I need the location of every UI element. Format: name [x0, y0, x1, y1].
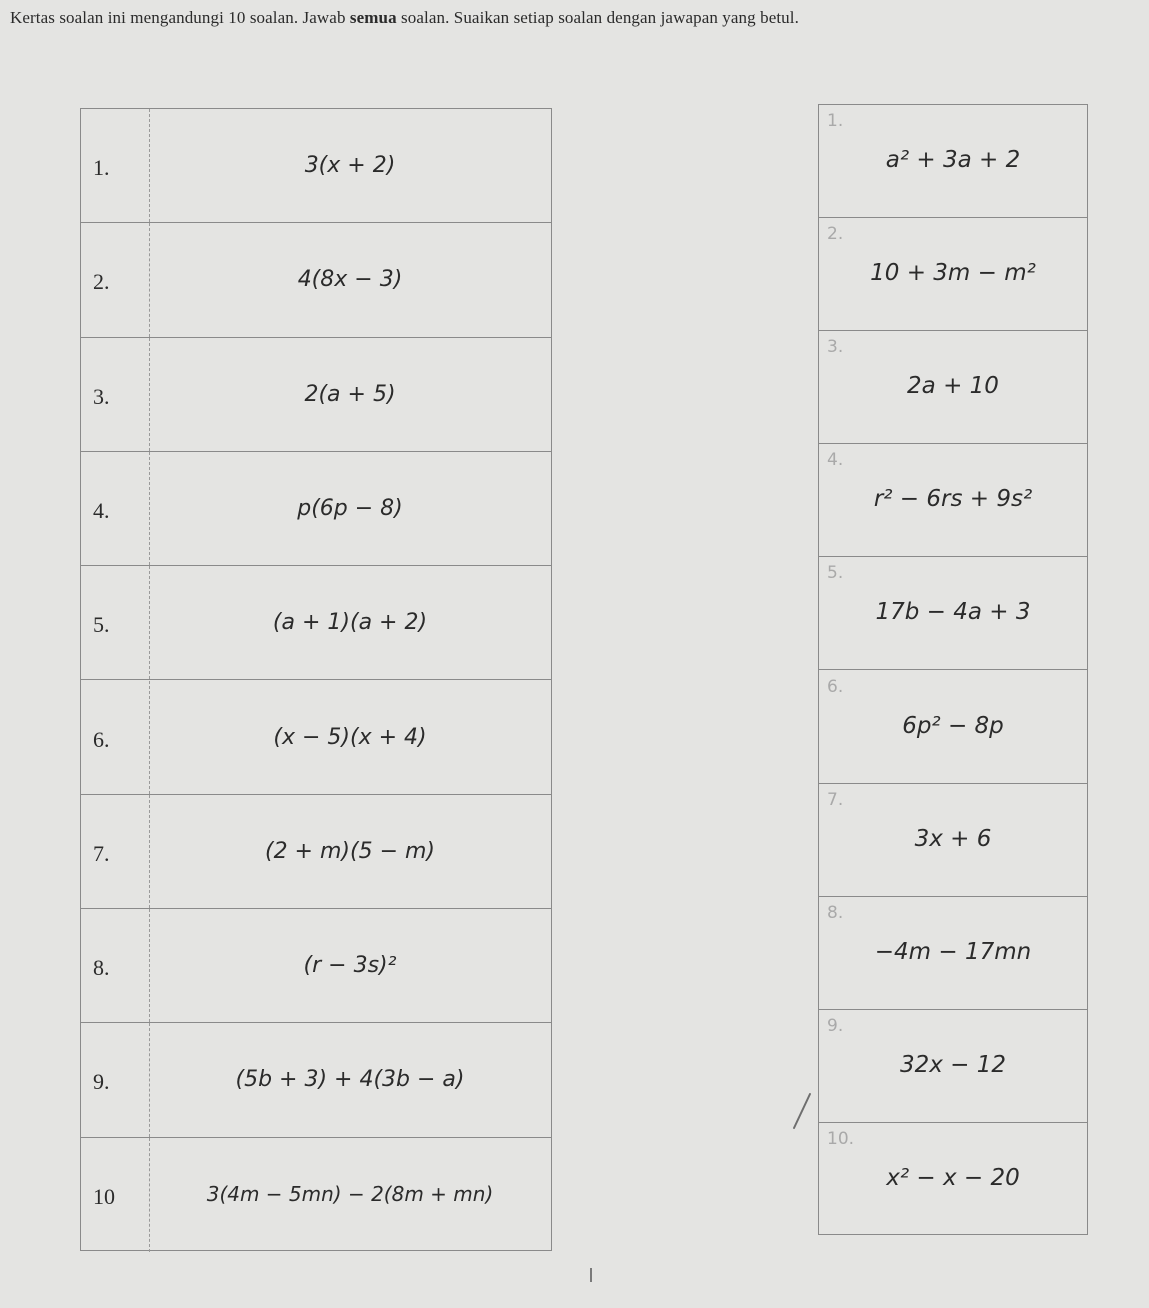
- question-expression: 3(x + 2): [304, 153, 396, 178]
- question-expression: (a + 1)(a + 2): [272, 610, 428, 636]
- question-row[interactable]: [81, 109, 551, 223]
- instruction-emphasis: semua: [349, 8, 397, 27]
- question-number: 2.: [93, 269, 110, 295]
- answer-row[interactable]: [819, 897, 1087, 1010]
- question-expression: p(6p − 8): [297, 495, 403, 521]
- answer-row[interactable]: [819, 331, 1087, 444]
- answer-number: 6.: [827, 676, 844, 697]
- question-expression: (r − 3s)²: [303, 953, 397, 979]
- answer-expression: x² − x − 20: [886, 1164, 1020, 1191]
- answer-expression: 3x + 6: [914, 825, 992, 852]
- questions-table: [80, 108, 552, 1251]
- answer-row[interactable]: [819, 105, 1087, 218]
- question-expression: 3(4m − 5mn) − 2(8m + mn): [206, 1181, 494, 1206]
- answer-expression: 32x − 12: [899, 1051, 1007, 1078]
- answer-expression: 6p² − 8p: [902, 712, 1004, 739]
- question-number: 4.: [93, 497, 110, 523]
- answer-row[interactable]: [819, 1123, 1087, 1236]
- question-row[interactable]: [81, 452, 551, 566]
- pencil-stroke-icon: [790, 1092, 814, 1130]
- question-expression: 4(8x − 3): [297, 267, 403, 293]
- question-number: 1.: [93, 155, 110, 180]
- question-number: 3.: [93, 383, 110, 409]
- answer-number: 9.: [827, 1015, 844, 1036]
- answer-number: 3.: [827, 337, 844, 358]
- question-row[interactable]: [81, 795, 551, 909]
- question-expression: (5b + 3) + 4(3b − a): [235, 1067, 465, 1093]
- question-row[interactable]: [81, 909, 551, 1023]
- question-row[interactable]: [81, 1023, 551, 1137]
- answer-row[interactable]: [819, 671, 1087, 784]
- answer-expression: 2a + 10: [907, 373, 999, 400]
- question-expression: (x − 5)(x + 4): [273, 724, 427, 750]
- answer-expression: r² − 6rs + 9s²: [873, 486, 1033, 513]
- answer-row[interactable]: [819, 784, 1087, 897]
- answer-number: 4.: [827, 450, 844, 471]
- answer-number: 1.: [827, 111, 844, 131]
- question-row[interactable]: [81, 223, 551, 337]
- question-number: 5.: [93, 612, 110, 638]
- question-expression: (2 + m)(5 − m): [264, 838, 436, 864]
- question-number: 10: [93, 1183, 115, 1209]
- instruction-part1: Kertas soalan ini mengandungi 10 soalan. Jawab: [10, 8, 350, 27]
- question-row[interactable]: [81, 566, 551, 680]
- answer-row[interactable]: [819, 557, 1087, 670]
- answer-row[interactable]: [819, 1010, 1087, 1123]
- answer-row[interactable]: [819, 218, 1087, 331]
- question-number: 7.: [93, 840, 110, 866]
- answer-expression: a² + 3a + 2: [885, 147, 1021, 173]
- answer-number: 8.: [827, 902, 844, 923]
- answer-number: 2.: [827, 224, 844, 245]
- question-row[interactable]: [81, 338, 551, 452]
- instruction-part2: soalan. Suaikan setiap soalan dengan jawapan yang betul.: [396, 8, 799, 27]
- question-number: 9.: [93, 1069, 110, 1095]
- answer-number: 10.: [827, 1128, 855, 1149]
- scribble-mark-icon: [590, 1268, 592, 1282]
- instruction-text: [10, 8, 1140, 28]
- answer-expression: 17b − 4a + 3: [875, 599, 1031, 626]
- question-row[interactable]: [81, 681, 551, 795]
- answers-table: [818, 104, 1088, 1235]
- answer-expression: −4m − 17mn: [874, 938, 1032, 965]
- answer-expression: 10 + 3m − m²: [870, 260, 1036, 287]
- question-number: 8.: [93, 955, 110, 981]
- answer-row[interactable]: [819, 444, 1087, 557]
- answer-number: 7.: [827, 789, 844, 810]
- question-row[interactable]: [81, 1138, 551, 1252]
- answer-number: 5.: [827, 563, 844, 584]
- question-expression: 2(a + 5): [304, 381, 396, 407]
- question-number: 6.: [93, 726, 110, 752]
